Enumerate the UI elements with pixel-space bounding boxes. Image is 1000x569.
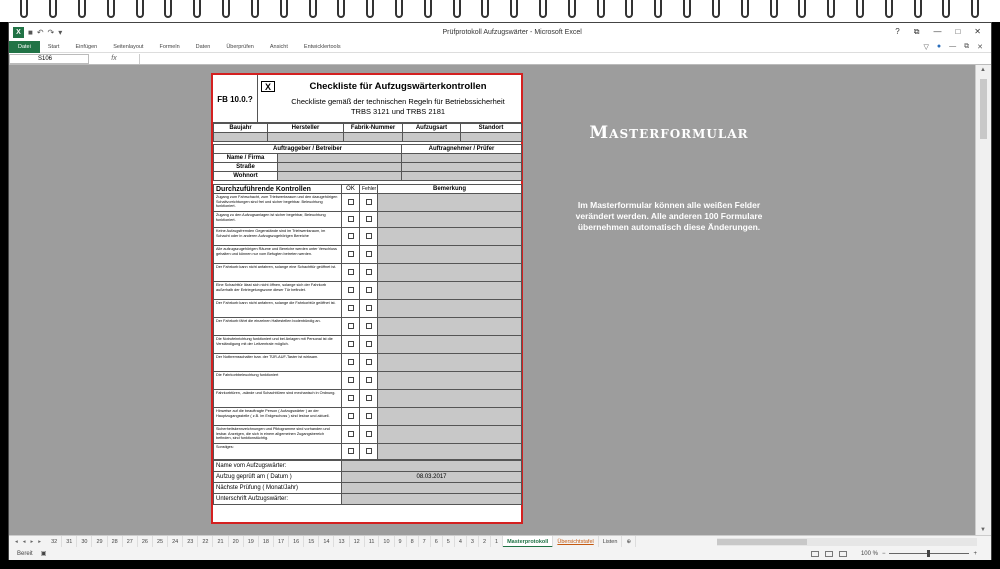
info-cell[interactable] bbox=[214, 133, 268, 142]
sheet-tab-number[interactable]: 27 bbox=[123, 536, 138, 548]
fehler-cell[interactable] bbox=[360, 372, 378, 390]
maximize-icon[interactable]: □ bbox=[955, 27, 961, 36]
fehler-checkbox[interactable] bbox=[366, 251, 372, 257]
sheet-tab-number[interactable]: 20 bbox=[229, 536, 244, 548]
sheet-tab-number[interactable]: 30 bbox=[77, 536, 92, 548]
normal-view-icon[interactable] bbox=[811, 551, 819, 557]
minimize-icon[interactable]: — bbox=[933, 27, 942, 36]
contractor-field[interactable] bbox=[402, 172, 522, 181]
footer-value[interactable] bbox=[342, 461, 522, 472]
ok-checkbox[interactable] bbox=[348, 233, 354, 239]
ok-checkbox[interactable] bbox=[348, 341, 354, 347]
binder-ring bbox=[597, 0, 605, 18]
footer-row bbox=[214, 494, 522, 505]
binder-ring bbox=[49, 0, 57, 18]
task-row bbox=[214, 444, 522, 460]
fehler-cell[interactable] bbox=[360, 194, 378, 212]
sheet-tab-number[interactable]: 29 bbox=[92, 536, 107, 548]
binder-ring bbox=[712, 0, 720, 18]
ok-cell[interactable] bbox=[342, 372, 360, 390]
binder-ring bbox=[193, 0, 201, 18]
binder-ring bbox=[395, 0, 403, 18]
task-row bbox=[214, 194, 522, 212]
tab-seitenlayout[interactable]: Seitenlayout bbox=[113, 43, 144, 50]
sheet-tab-number[interactable]: 26 bbox=[138, 536, 153, 548]
task-row bbox=[214, 246, 522, 264]
binder-ring bbox=[568, 0, 576, 18]
task-label: Fahrkorbtüren, -wände und Schachttüren sind mechanisch in Ordnung. bbox=[214, 390, 342, 408]
bemerkung-cell[interactable] bbox=[378, 194, 522, 212]
page-layout-icon[interactable] bbox=[825, 551, 833, 557]
binder-ring bbox=[942, 0, 950, 18]
fehler-checkbox[interactable] bbox=[366, 448, 372, 454]
tab-entwicklertools[interactable]: Entwicklertools bbox=[303, 43, 341, 50]
binder-ring bbox=[539, 0, 547, 18]
scroll-thumb[interactable] bbox=[980, 79, 987, 139]
ok-cell[interactable] bbox=[342, 408, 360, 426]
form-x-box[interactable]: X bbox=[261, 81, 275, 92]
window-title: Prüfprotokoll Aufzugswärter - Microsoft Excel bbox=[442, 28, 582, 36]
doc-minimize-icon[interactable]: — bbox=[949, 42, 957, 50]
footer-value[interactable] bbox=[342, 483, 522, 494]
task-label: Die Fahrkorbbeleuchtung funktioniert bbox=[214, 372, 342, 390]
tab-start[interactable]: Start bbox=[47, 43, 60, 50]
footer-label: Aufzug geprüft am ( Datum ) bbox=[214, 472, 342, 483]
sheet-tab-number[interactable]: 1 bbox=[491, 536, 503, 548]
fx-icon[interactable]: fx bbox=[111, 55, 117, 62]
task-label: Der Fahrkorb fährt die einzelnen Haltestellen bodenbündig an. bbox=[214, 318, 342, 336]
footer-value[interactable]: 08.03.2017 bbox=[342, 472, 522, 483]
binder-ring bbox=[770, 0, 778, 18]
binder-ring bbox=[510, 0, 518, 18]
scroll-up-icon[interactable]: ▲ bbox=[980, 67, 986, 73]
bemerkung-cell[interactable] bbox=[378, 354, 522, 372]
fehler-checkbox[interactable] bbox=[366, 395, 372, 401]
tab-first-icon[interactable]: ◂ bbox=[15, 538, 18, 545]
restore-icon[interactable]: ⧉ bbox=[913, 27, 920, 36]
footer-row bbox=[214, 483, 522, 494]
task-label: Zugang zu den Aufzugsanlagen ist sicher begehbar, Beleuchtung funktioniert. bbox=[214, 212, 342, 228]
task-label: Zugang zum Fahrschacht, zum Triebwerksraum und den dazugehörigen Schaltvorrichtungen sind frei und sicher begehbar. Beleuchtung funktioniert. bbox=[214, 194, 342, 212]
ok-checkbox[interactable] bbox=[348, 199, 354, 205]
fehler-cell[interactable] bbox=[360, 336, 378, 354]
checklist-form bbox=[211, 73, 523, 524]
view-buttons bbox=[811, 551, 857, 557]
binder-ring bbox=[366, 0, 374, 18]
binder-ring bbox=[741, 0, 749, 18]
task-label: Sicherheitskennzeichnungen und Piktogramme sind vorhanden und lesbar. Anzeigen, die sich in einem allgemeinen Zugangsbereich befinden, sind funktionstüchtig. bbox=[214, 426, 342, 444]
task-label: Die Notrufeinrichtung funktioniert und bei Anlagen mit Personal ist die Verständigung mit der Leitzentrale möglich. bbox=[214, 336, 342, 354]
form-subtitle-line1: Checkliste gemäß der technischen Regeln für Betriebssicherheit bbox=[291, 97, 505, 106]
bemerkung-cell[interactable] bbox=[378, 318, 522, 336]
footer-label: Nächste Prüfung ( Monat/Jahr) bbox=[214, 483, 342, 494]
ok-cell[interactable] bbox=[342, 282, 360, 300]
ok-cell[interactable] bbox=[342, 336, 360, 354]
zoom-level[interactable]: 100 % bbox=[860, 550, 878, 557]
ok-checkbox[interactable] bbox=[348, 448, 354, 454]
checks-header: Durchzuführende Kontrollen bbox=[214, 185, 342, 194]
zoom-knob[interactable] bbox=[927, 550, 930, 557]
binder-ring bbox=[683, 0, 691, 18]
sheet-tab-uebersichtstafel[interactable]: Übersichtstafel bbox=[553, 536, 598, 548]
binder-ring bbox=[280, 0, 288, 18]
help-circle-icon[interactable]: ● bbox=[936, 42, 942, 50]
fehler-cell[interactable] bbox=[360, 246, 378, 264]
form-code: FB 10.0.? bbox=[213, 75, 258, 123]
tab-formeln[interactable]: Formeln bbox=[159, 43, 180, 50]
new-sheet-icon[interactable]: ⊕ bbox=[622, 536, 636, 548]
info-cell[interactable] bbox=[344, 133, 403, 142]
binder-ring bbox=[337, 0, 345, 18]
sheet-tab-number[interactable]: 13 bbox=[334, 536, 349, 548]
binder-ring bbox=[78, 0, 86, 18]
binder-ring bbox=[914, 0, 922, 18]
sheet-tab-number[interactable]: 15 bbox=[304, 536, 319, 548]
tab-datei[interactable]: Datei bbox=[9, 41, 40, 53]
bemerkung-cell[interactable] bbox=[378, 300, 522, 318]
info-table bbox=[213, 123, 522, 142]
fehler-checkbox[interactable] bbox=[366, 359, 372, 365]
info-cell[interactable] bbox=[461, 133, 522, 142]
info-cell[interactable] bbox=[403, 133, 461, 142]
task-label: Hinweise auf die beauftragte Person ( Aufzugswärter ) an der Hauptzugangsstelle ( z.B. im Erdgeschoss ) sind lesbar und aktuell. bbox=[214, 408, 342, 426]
tab-last-icon[interactable]: ▸ bbox=[38, 538, 42, 545]
ok-cell[interactable] bbox=[342, 246, 360, 264]
sheet-tab-number[interactable]: 19 bbox=[244, 536, 259, 548]
numbered-sheet-tabs bbox=[47, 536, 503, 548]
sheet-tab-number[interactable]: 4 bbox=[455, 536, 467, 548]
tab-nav bbox=[9, 539, 47, 545]
fehler-checkbox[interactable] bbox=[366, 216, 372, 222]
horizontal-scrollbar[interactable] bbox=[717, 538, 977, 546]
task-row bbox=[214, 228, 522, 246]
task-row bbox=[214, 408, 522, 426]
task-label: Keine Aufzugsfremden Gegenstände sind im Triebwerksraum, im Schacht oder in anderen Aufzugszugehörigen Bereiche bbox=[214, 228, 342, 246]
ok-cell[interactable] bbox=[342, 390, 360, 408]
fehler-checkbox[interactable] bbox=[366, 269, 372, 275]
task-row bbox=[214, 390, 522, 408]
binder-ring bbox=[107, 0, 115, 18]
ok-checkbox[interactable] bbox=[348, 413, 354, 419]
binder-ring bbox=[885, 0, 893, 18]
task-row bbox=[214, 212, 522, 228]
client-field[interactable] bbox=[278, 163, 402, 172]
redo-icon[interactable]: ↷ bbox=[47, 27, 55, 37]
sheet-tab-number[interactable]: 32 bbox=[47, 536, 62, 548]
client-field[interactable] bbox=[278, 154, 402, 163]
col-ok: OK bbox=[342, 185, 360, 194]
task-label: Alle aufzugszugehörigen Räume und Bereiche werden unter Verschluss gehalten und können nur vom Befugten betreten werden. bbox=[214, 246, 342, 264]
checks-table bbox=[213, 184, 522, 460]
client-header: Auftraggeber / Betreiber bbox=[214, 145, 402, 154]
sheet-tab-number[interactable]: 31 bbox=[62, 536, 77, 548]
task-label: Eine Schachttür lässt sich nicht öffnen, solange sich der Fahrkorb außerhalb der Entriegelungszone dieser Tür befindet. bbox=[214, 282, 342, 300]
sheet-tab-number[interactable]: 28 bbox=[108, 536, 123, 548]
client-field-label: Name / Firma bbox=[214, 154, 278, 163]
fehler-checkbox[interactable] bbox=[366, 431, 372, 437]
excel-logo-icon: X bbox=[13, 27, 24, 38]
bemerkung-cell[interactable] bbox=[378, 390, 522, 408]
col-fehler: Fehler bbox=[360, 185, 378, 194]
bemerkung-cell[interactable] bbox=[378, 336, 522, 354]
scroll-down-icon[interactable]: ▼ bbox=[980, 527, 986, 533]
footer-row bbox=[214, 472, 522, 483]
task-label: Der Fahrkorb kann nicht anfahren, solange eine Schachttür geöffnet ist. bbox=[214, 264, 342, 282]
binder-ring bbox=[164, 0, 172, 18]
fehler-cell[interactable] bbox=[360, 426, 378, 444]
binder-ring bbox=[827, 0, 835, 18]
tab-next-icon[interactable]: ▸ bbox=[30, 538, 34, 545]
fehler-cell[interactable] bbox=[360, 354, 378, 372]
tab-ansicht[interactable]: Ansicht bbox=[269, 43, 288, 50]
quick-access-toolbar bbox=[9, 27, 129, 38]
binder-ring bbox=[20, 0, 28, 18]
contractor-field[interactable] bbox=[402, 154, 522, 163]
bemerkung-cell[interactable] bbox=[378, 426, 522, 444]
fehler-cell[interactable] bbox=[360, 318, 378, 336]
task-label: Der Notbremsschalter bzw. der TÜR-AUF-Taster ist wirksam. bbox=[214, 354, 342, 372]
form-subtitle-line2: TRBS 3121 und TRBS 2181 bbox=[350, 107, 446, 116]
ribbon-right-controls bbox=[924, 43, 992, 51]
fehler-cell[interactable] bbox=[360, 228, 378, 246]
worksheet-area[interactable] bbox=[9, 65, 977, 535]
fehler-cell[interactable] bbox=[360, 408, 378, 426]
doc-close-icon[interactable]: ✕ bbox=[977, 43, 983, 51]
master-note: Im Masterformular können alle weißen Felder verändert werden. Alle anderen 100 Formulare übernehmen automatisch diese Änderungen. bbox=[575, 200, 763, 232]
binder-ring bbox=[309, 0, 317, 18]
ok-cell[interactable] bbox=[342, 228, 360, 246]
sheet-tab-number[interactable]: 14 bbox=[319, 536, 334, 548]
client-field-label: Straße bbox=[214, 163, 278, 172]
window-controls bbox=[895, 27, 991, 37]
ok-checkbox[interactable] bbox=[348, 431, 354, 437]
sheet-tab-number[interactable]: 11 bbox=[365, 536, 380, 548]
macro-record-icon[interactable]: ▣ bbox=[40, 551, 47, 557]
sheet-tab-number[interactable]: 5 bbox=[443, 536, 455, 548]
doc-restore-icon[interactable]: ⧉ bbox=[964, 42, 970, 50]
bemerkung-cell[interactable] bbox=[378, 212, 522, 228]
info-header: Baujahr bbox=[214, 124, 268, 133]
binder-rings bbox=[0, 0, 1000, 22]
fehler-cell[interactable] bbox=[360, 300, 378, 318]
help-icon[interactable]: ? bbox=[895, 27, 900, 36]
sheet-tab-number[interactable]: 10 bbox=[379, 536, 394, 548]
ok-cell[interactable] bbox=[342, 318, 360, 336]
info-header: Standort bbox=[461, 124, 522, 133]
parties-table bbox=[213, 144, 522, 181]
form-subtitle bbox=[283, 97, 513, 117]
sheet-tab-number[interactable]: 3 bbox=[467, 536, 479, 548]
footer-label: Name vom Aufzugswärter: bbox=[214, 461, 342, 472]
vertical-scrollbar[interactable] bbox=[975, 65, 991, 535]
status-bar bbox=[9, 547, 991, 560]
tab-daten[interactable]: Daten bbox=[195, 43, 211, 50]
form-title: Checkliste für Aufzugswärterkontrollen bbox=[309, 81, 487, 92]
tab-prev-icon[interactable]: ◂ bbox=[22, 538, 26, 545]
bemerkung-cell[interactable] bbox=[378, 228, 522, 246]
excel-window bbox=[8, 22, 992, 560]
ok-checkbox[interactable] bbox=[348, 251, 354, 257]
ok-checkbox[interactable] bbox=[348, 269, 354, 275]
zoom-group bbox=[811, 551, 991, 557]
fehler-checkbox[interactable] bbox=[366, 377, 372, 383]
ok-cell[interactable] bbox=[342, 264, 360, 282]
contractor-header: Auftragnehmer / Prüfer bbox=[402, 145, 522, 154]
zoom-in-icon[interactable]: + bbox=[973, 550, 977, 557]
bemerkung-cell[interactable] bbox=[378, 444, 522, 460]
sheet-tab-number[interactable]: 18 bbox=[259, 536, 274, 548]
fehler-checkbox[interactable] bbox=[366, 233, 372, 239]
task-row bbox=[214, 300, 522, 318]
bemerkung-cell[interactable] bbox=[378, 264, 522, 282]
fehler-cell[interactable] bbox=[360, 264, 378, 282]
task-label: Der Fahrkorb kann nicht anfahren, solange die Fahrkorbtür geöffnet ist. bbox=[214, 300, 342, 318]
fehler-cell[interactable] bbox=[360, 390, 378, 408]
ok-checkbox[interactable] bbox=[348, 377, 354, 383]
ok-cell[interactable] bbox=[342, 354, 360, 372]
sheet-tab-masterprotokoll[interactable]: Masterprotokoll bbox=[503, 536, 553, 548]
binder-ring bbox=[654, 0, 662, 18]
fehler-cell[interactable] bbox=[360, 444, 378, 460]
fehler-cell[interactable] bbox=[360, 212, 378, 228]
ok-checkbox[interactable] bbox=[348, 395, 354, 401]
footer-label: Unterschrift Aufzugswärter: bbox=[214, 494, 342, 505]
bemerkung-cell[interactable] bbox=[378, 246, 522, 264]
footer-row bbox=[214, 461, 522, 472]
client-field[interactable] bbox=[278, 172, 402, 181]
footer-value[interactable] bbox=[342, 494, 522, 505]
ok-checkbox[interactable] bbox=[348, 323, 354, 329]
tab-ueberpruefen[interactable]: Überprüfen bbox=[226, 43, 254, 50]
master-title: Masterformular bbox=[589, 123, 749, 143]
status-ready: Bereit bbox=[17, 550, 33, 557]
tab-einfuegen[interactable]: Einfügen bbox=[75, 43, 98, 50]
ok-cell[interactable] bbox=[342, 426, 360, 444]
info-cell[interactable] bbox=[268, 133, 344, 142]
binder-ring bbox=[971, 0, 979, 18]
zoom-out-icon[interactable]: − bbox=[881, 550, 886, 557]
binder-ring bbox=[222, 0, 230, 18]
hscroll-thumb[interactable] bbox=[717, 539, 807, 545]
sheet-tab-bar bbox=[9, 535, 991, 547]
task-row bbox=[214, 372, 522, 390]
fehler-checkbox[interactable] bbox=[366, 305, 372, 311]
fehler-checkbox[interactable] bbox=[366, 341, 372, 347]
sheet-tab-number[interactable]: 22 bbox=[198, 536, 213, 548]
fehler-checkbox[interactable] bbox=[366, 199, 372, 205]
formula-input[interactable] bbox=[139, 54, 991, 64]
info-header: Hersteller bbox=[268, 124, 344, 133]
client-field-label: Wohnort bbox=[214, 172, 278, 181]
ok-cell[interactable] bbox=[342, 194, 360, 212]
ok-cell[interactable] bbox=[342, 212, 360, 228]
form-header bbox=[213, 75, 521, 123]
task-row bbox=[214, 426, 522, 444]
task-row bbox=[214, 282, 522, 300]
task-row bbox=[214, 318, 522, 336]
title-bar bbox=[9, 23, 991, 41]
ok-checkbox[interactable] bbox=[348, 305, 354, 311]
binder-ring bbox=[424, 0, 432, 18]
sheet-tab-number[interactable]: 9 bbox=[395, 536, 407, 548]
task-row bbox=[214, 336, 522, 354]
sheet-tab-number[interactable]: 21 bbox=[213, 536, 228, 548]
bemerkung-cell[interactable] bbox=[378, 282, 522, 300]
task-label: Sonstiges: bbox=[214, 444, 342, 460]
fehler-cell[interactable] bbox=[360, 282, 378, 300]
binder-ring bbox=[251, 0, 259, 18]
binder-ring bbox=[481, 0, 489, 18]
ok-checkbox[interactable] bbox=[348, 287, 354, 293]
sheet-tab-number[interactable]: 23 bbox=[183, 536, 198, 548]
formula-bar bbox=[9, 53, 991, 65]
save-icon[interactable]: ■ bbox=[28, 27, 33, 37]
footer-table bbox=[213, 460, 522, 505]
binder-ring bbox=[856, 0, 864, 18]
sheet-tab-number[interactable]: 25 bbox=[153, 536, 168, 548]
fehler-checkbox[interactable] bbox=[366, 323, 372, 329]
sheet-tab-number[interactable]: 2 bbox=[479, 536, 491, 548]
task-row bbox=[214, 264, 522, 282]
ribbon-collapse-icon[interactable]: ▽ bbox=[923, 43, 929, 51]
binder-ring bbox=[625, 0, 633, 18]
fehler-checkbox[interactable] bbox=[366, 287, 372, 293]
sheet-tab-number[interactable]: 7 bbox=[419, 536, 431, 548]
binder-ring bbox=[453, 0, 461, 18]
ok-checkbox[interactable] bbox=[348, 359, 354, 365]
ok-cell[interactable] bbox=[342, 444, 360, 460]
info-header: Aufzugsart bbox=[403, 124, 461, 133]
undo-icon[interactable]: ↶ bbox=[36, 27, 44, 37]
sheet-tab-number[interactable]: 12 bbox=[350, 536, 365, 548]
ok-checkbox[interactable] bbox=[348, 216, 354, 222]
sheet-tab-number[interactable]: 17 bbox=[274, 536, 289, 548]
sheet-tab-listen[interactable]: Listen bbox=[599, 536, 623, 548]
customize-icon[interactable]: ▾ bbox=[58, 27, 63, 37]
fehler-checkbox[interactable] bbox=[366, 413, 372, 419]
close-icon[interactable]: ✕ bbox=[974, 27, 981, 36]
name-box[interactable]: S106 bbox=[9, 54, 89, 64]
binder-ring bbox=[136, 0, 144, 18]
info-header: Fabrik-Nummer bbox=[344, 124, 403, 133]
sheet-tab-number[interactable]: 8 bbox=[407, 536, 419, 548]
col-bemerkung: Bemerkung bbox=[378, 185, 522, 194]
contractor-field[interactable] bbox=[402, 163, 522, 172]
task-row bbox=[214, 354, 522, 372]
binder-ring bbox=[798, 0, 806, 18]
sheet-tab-number[interactable]: 6 bbox=[431, 536, 443, 548]
bemerkung-cell[interactable] bbox=[378, 372, 522, 390]
ribbon-tabs bbox=[9, 41, 991, 53]
page-break-icon[interactable] bbox=[839, 551, 847, 557]
ok-cell[interactable] bbox=[342, 300, 360, 318]
zoom-slider[interactable] bbox=[889, 553, 969, 554]
sheet-tab-number[interactable]: 24 bbox=[168, 536, 183, 548]
sheet-tab-number[interactable]: 16 bbox=[289, 536, 304, 548]
bemerkung-cell[interactable] bbox=[378, 408, 522, 426]
